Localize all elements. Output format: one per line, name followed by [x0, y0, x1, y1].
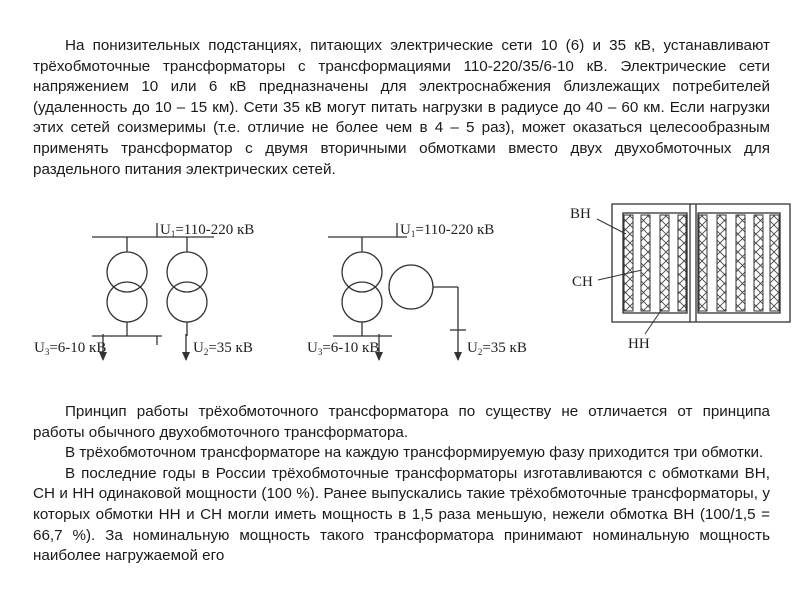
- left-u3-label: $U_3=6-10$ кВ: [34, 340, 107, 357]
- winding-nn-left: [660, 215, 669, 311]
- left-u1-label: $U_1=110-220$ кВ: [160, 222, 255, 239]
- paragraph-principle: Принцип работы трёхобмоточного трансформатора по существу не отличается от принципа работы обычного двухобмоточного трансформатора.: [33, 403, 770, 441]
- paragraph-windings: В трёхобмоточном трансформаторе на каждую трансформируемую фазу приходится три обмотки.: [65, 444, 764, 462]
- winding-sn-left: [641, 215, 650, 311]
- left-u2-label: $U_2=35$ кВ: [193, 340, 253, 357]
- intro-paragraph: На понизительных подстанциях, питающих электрические сети 10 (6) и 35 кВ, устанавливают трёхобмоточные трансформаторы с трансформациями 110-220/35/6-10 кВ. Электрические сети напряжением 10 или 6 кВ предназначены для электроснабжения близлежащих потребителей (удаленность до 10 – 15 км). Сети 35 кВ могут питать нагрузки в радиусе до 40 – 60 км. Если нагрузки этих сетей соизмеримы (т.е. отличие не более чем в 4 – 5 раз), может оказаться целесообразным применять трансформатор с двумя вторичными обмотками вместо двух двухобмоточных для раздельного питания электрических сетей.: [33, 37, 770, 178]
- scheme-two-transformers: [92, 223, 214, 345]
- lower-text: [33, 402, 770, 567]
- label-vn: ВН: [570, 206, 591, 222]
- paragraph-power: В последние годы в России трёхобмоточные трансформаторы изготавливаются с обмотками ВН, СН и НН одинаковой мощности (100 %). Ранее выпускались такие трёхобмоточные трансформаторы, у которых обмотки НН и СН могли иметь мощность в 1,5 раза меньшую, нежели обмотка ВН (100/1,5 = 66,7 %). За номинальную мощность такого трансформатора принимают номинальную мощность наиболее нагружаемой его: [33, 464, 770, 565]
- right-u3-label: $U_3=6-10$ кВ: [307, 340, 380, 357]
- right-u1-label: $U_1=110-220$ кВ: [400, 222, 495, 239]
- scheme-three-winding: [328, 223, 466, 336]
- transformer-core-diagram: [570, 204, 790, 352]
- winding-vn-left: [624, 215, 633, 311]
- label-nn: НН: [628, 336, 650, 352]
- label-sn: СН: [572, 274, 593, 290]
- right-u2-label: $U_2=35$ кВ: [467, 340, 527, 357]
